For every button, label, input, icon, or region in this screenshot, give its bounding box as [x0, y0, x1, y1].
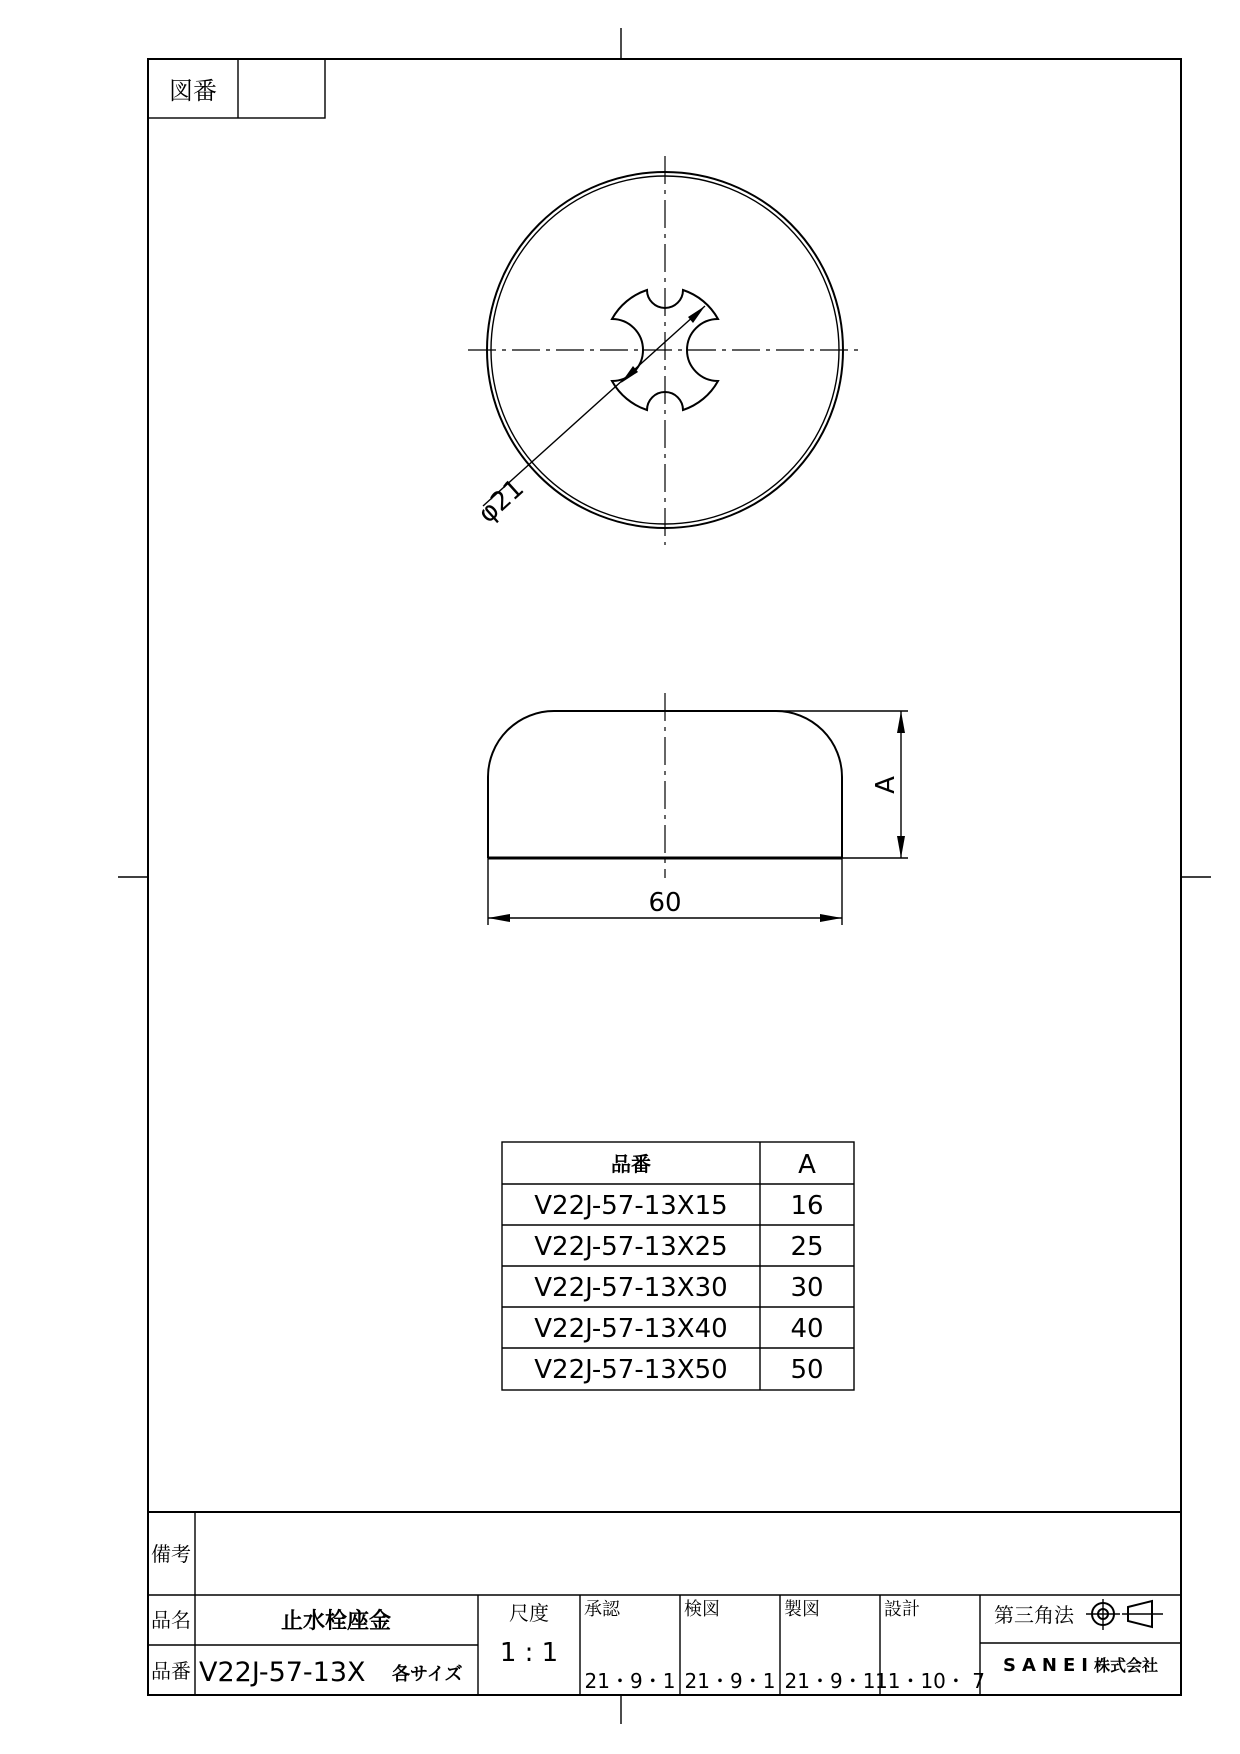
table-cell-a: 50 [790, 1355, 824, 1385]
projection-label: 第三角法 [994, 1603, 1074, 1627]
table-cell-part: V22J-57-13X40 [534, 1314, 728, 1344]
scale-label: 尺度 [509, 1601, 549, 1625]
drawn-label: 製図 [784, 1599, 820, 1620]
part-number-value: V22J-57-13X [199, 1657, 366, 1688]
table-cell-part: V22J-57-13X30 [534, 1273, 728, 1303]
product-name-label: 品名 [151, 1608, 191, 1632]
table-header-a: A [798, 1150, 816, 1180]
table-header-part-number: 品番 [611, 1152, 651, 1176]
scale-value: 1 : 1 [499, 1638, 559, 1668]
width-arrow-right [820, 914, 842, 922]
height-arrow-top [897, 711, 905, 733]
third-angle-projection-icon [1086, 1599, 1163, 1630]
table-cell-a: 25 [790, 1232, 824, 1262]
company-suffix: 株式会社 [1094, 1656, 1159, 1675]
drawing-number-box [148, 59, 325, 118]
remarks-label: 備考 [151, 1542, 191, 1566]
design-date: 11・10・ 7 [875, 1669, 985, 1693]
diameter-label: φ21 [472, 473, 531, 530]
width-arrow-left [488, 914, 510, 922]
table-cell-part: V22J-57-13X15 [534, 1191, 728, 1221]
table-cell-a: 16 [790, 1191, 824, 1221]
diameter-leader [483, 306, 705, 506]
company-name: SANEI [1003, 1655, 1094, 1676]
check-date: 21・9・1 [684, 1669, 776, 1693]
table-cell-a: 40 [790, 1314, 824, 1344]
drawing-number-label: 図番 [169, 77, 217, 105]
height-label: A [871, 776, 901, 794]
design-label: 設計 [884, 1599, 920, 1620]
table-cell-part: V22J-57-13X50 [534, 1355, 728, 1385]
product-name-value: 止水栓座金 [280, 1609, 392, 1634]
height-arrow-bottom [897, 836, 905, 858]
width-label: 60 [648, 888, 682, 918]
check-label: 検図 [684, 1599, 720, 1620]
plan-view [468, 156, 862, 545]
size-table [502, 1142, 854, 1390]
part-number-label: 品番 [151, 1659, 191, 1683]
elevation-view [488, 693, 908, 925]
table-cell-a: 30 [790, 1273, 824, 1303]
diameter-arrow-upper [688, 306, 705, 323]
part-number-suffix: 各サイズ [392, 1664, 463, 1685]
approval-date: 21・9・1 [584, 1669, 676, 1693]
table-cell-part: V22J-57-13X25 [534, 1232, 728, 1262]
approval-label: 承認 [584, 1599, 620, 1620]
title-block [148, 1512, 1181, 1695]
drawn-date: 21・9・1 [784, 1669, 876, 1693]
